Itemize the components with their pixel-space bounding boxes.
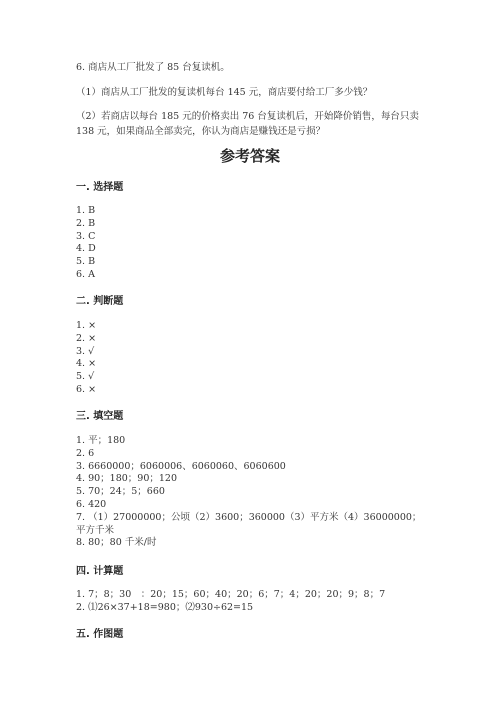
calc-answer-list bbox=[76, 589, 385, 615]
section-heading-draw: 五. 作图题 bbox=[76, 629, 124, 640]
list-item: 1. 平；180 bbox=[76, 435, 126, 446]
list-item: 2. ⑴26×37+18=980；⑵930÷62=15 bbox=[76, 601, 254, 613]
list-item: 4. × bbox=[76, 358, 97, 370]
list-item: 7. （1）27000000；公顷（2）3600；360000（3）平方米（4）36000000；平方千米 bbox=[76, 511, 422, 536]
list-item: 3. 6660000；6060006、6060060、6060600 bbox=[76, 460, 286, 472]
section-heading-judge: 二. 判断题 bbox=[76, 296, 124, 307]
list-item: 2. × bbox=[76, 332, 97, 344]
list-item: 2. B bbox=[76, 217, 96, 229]
list-item: 5. B bbox=[76, 256, 96, 268]
list-item: 1. B bbox=[76, 205, 96, 216]
list-item: 4. D bbox=[76, 243, 96, 255]
section-heading-fill: 三. 填空题 bbox=[76, 411, 124, 422]
list-item: 6. × bbox=[76, 383, 97, 395]
question-6-stem: 6. 商店从工厂批发了 85 台复读机。 bbox=[76, 62, 230, 73]
section-heading-choice: 一. 选择题 bbox=[76, 182, 124, 193]
list-item: 5. 70；24；5；660 bbox=[76, 486, 165, 498]
list-item: 3. √ bbox=[76, 345, 95, 357]
list-item: 2. 6 bbox=[76, 447, 95, 459]
list-item: 1. 7；8；30 ：20；15；60；40；20；6；7；4；20；20；9；8；7 bbox=[76, 589, 386, 600]
list-item: 8. 80；80 千米/时 bbox=[76, 537, 157, 549]
question-6-part-1: （1）商店从工厂批发的复读机每台 145 元，商店要付给工厂多少钱？ bbox=[76, 87, 373, 98]
list-item: 4. 90；180；90；120 bbox=[76, 473, 178, 485]
answers-title: 参考答案 bbox=[219, 147, 280, 165]
list-item: 1. × bbox=[76, 320, 97, 331]
choice-answer-list bbox=[76, 205, 96, 282]
list-item: 3. C bbox=[76, 230, 96, 242]
list-item: 5. √ bbox=[76, 371, 95, 383]
judge-answer-list bbox=[76, 320, 96, 397]
section-heading-calc: 四. 计算题 bbox=[76, 566, 124, 577]
list-item: 6. A bbox=[76, 268, 95, 280]
list-item: 6. 420 bbox=[76, 498, 107, 510]
question-6-part-2: （2）若商店以每台 185 元的价格卖出 76 台复读机后，开始降价销售，每台只卖 138 元，如果商品全部卖完，你认为商店是赚钱还是亏损？ bbox=[76, 111, 419, 137]
fill-answer-list bbox=[76, 435, 428, 550]
